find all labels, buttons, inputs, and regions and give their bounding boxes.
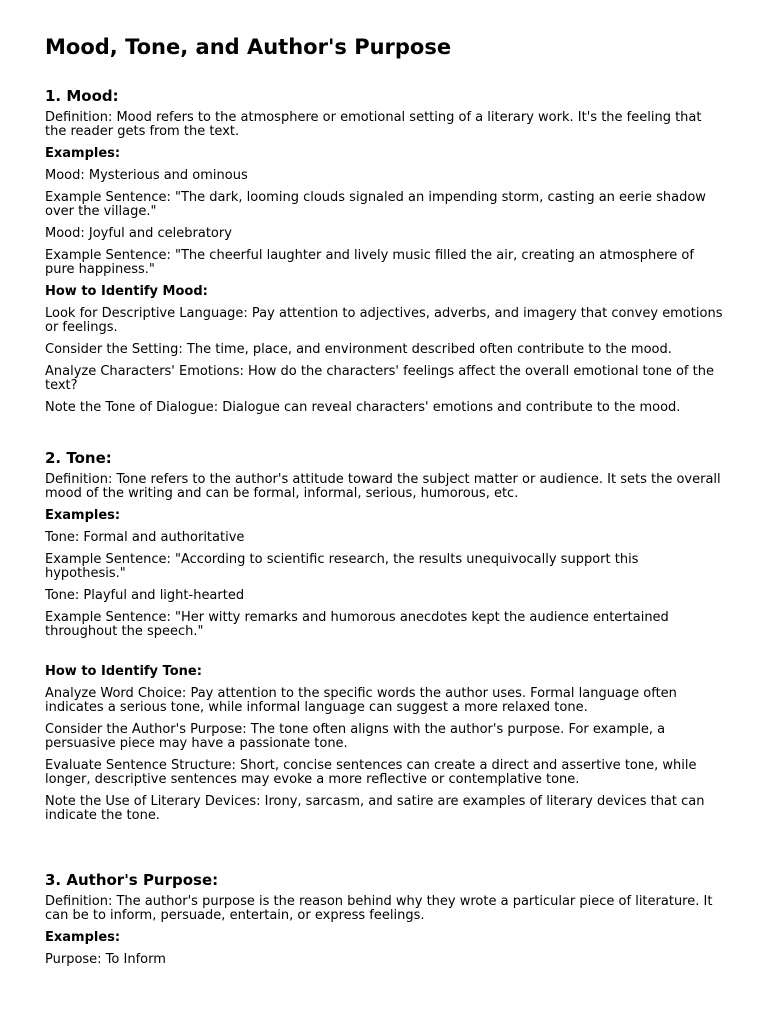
tone-identify-label: How to Identify Tone:: [45, 664, 202, 679]
mood-example-item: Mood: Mysterious and ominous: [45, 168, 248, 183]
mood-example-item: Mood: Joyful and celebratory: [45, 226, 232, 241]
mood-example-item: Example Sentence: "The cheerful laughter and lively music filled the air, creating an atmosphere of pure happiness.": [45, 248, 694, 277]
tone-definition: Definition: Tone refers to the author's attitude toward the subject matter or audience. It sets the overall mood of the writing and can be formal, informal, serious, humorous, etc.: [45, 472, 721, 501]
tone-example-item: Tone: Formal and authoritative: [45, 530, 245, 545]
tone-examples-label: Examples:: [45, 508, 121, 523]
section-heading-tone: 2. Tone:: [45, 449, 112, 467]
section-purpose: [45, 871, 723, 967]
mood-identify-item: Consider the Setting: The time, place, and environment described often contribute to the mood.: [45, 342, 672, 357]
section-tone: [45, 449, 723, 823]
purpose-example-item: Purpose: To Inform: [45, 952, 166, 967]
mood-examples-label: Examples:: [45, 146, 121, 161]
tone-example-item: Tone: Playful and light-hearted: [45, 588, 245, 603]
mood-definition: Definition: Mood refers to the atmosphere or emotional setting of a literary work. It's the feeling that the reader gets from the text.: [45, 110, 702, 139]
mood-identify-item: Note the Tone of Dialogue: Dialogue can reveal characters' emotions and contribute to the mood.: [45, 400, 681, 415]
section-mood: [45, 87, 723, 415]
tone-identify-item: Note the Use of Literary Devices: Irony, sarcasm, and satire are examples of literary devices that can indicate the tone.: [45, 794, 705, 823]
page-title: Mood, Tone, and Author's Purpose: [45, 35, 452, 59]
mood-identify-label: How to Identify Mood:: [45, 284, 208, 299]
purpose-definition: Definition: The author's purpose is the reason behind why they wrote a particular piece of literature. It can be to inform, persuade, entertain, or express feelings.: [45, 894, 713, 923]
section-heading-mood: 1. Mood:: [45, 87, 119, 105]
mood-example-item: Example Sentence: "The dark, looming clouds signaled an impending storm, casting an eerie shadow over the village.": [45, 190, 706, 219]
tone-example-item: Example Sentence: "According to scientific research, the results unequivocally support this hypothesis.": [45, 552, 639, 581]
purpose-examples-label: Examples:: [45, 930, 121, 945]
tone-identify-item: Evaluate Sentence Structure: Short, concise sentences can create a direct and assertive tone, while longer, descriptive sentences may evoke a more reflective or contemplative tone.: [45, 758, 697, 787]
tone-example-item: Example Sentence: "Her witty remarks and humorous anecdotes kept the audience entertained throughout the speech.": [45, 610, 669, 639]
mood-identify-item: Analyze Characters' Emotions: How do the characters' feelings affect the overall emotional tone of the text?: [45, 364, 714, 393]
mood-identify-item: Look for Descriptive Language: Pay attention to adjectives, adverbs, and imagery that convey emotions or feelings.: [45, 306, 723, 335]
section-heading-purpose: 3. Author's Purpose:: [45, 871, 219, 889]
tone-identify-item: Analyze Word Choice: Pay attention to the specific words the author uses. Formal language often indicates a serious tone, while informal language can suggest a more relaxed tone.: [45, 686, 677, 715]
tone-identify-item: Consider the Author's Purpose: The tone often aligns with the author's purpose. For example, a persuasive piece may have a passionate tone.: [45, 722, 666, 751]
